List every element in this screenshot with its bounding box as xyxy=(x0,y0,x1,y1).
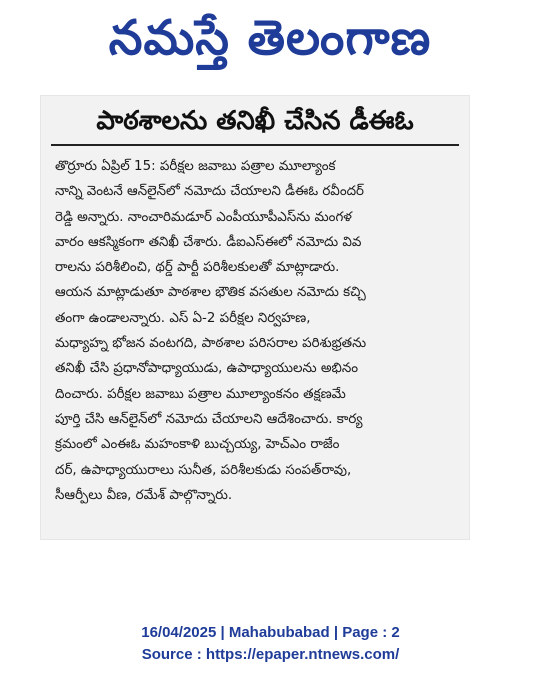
article-clipping xyxy=(40,95,470,540)
article-line: తంగా ఉండాలన్నారు. ఎస్ ఏ-2 పరీక్షల నిర్వహణ, xyxy=(55,310,311,326)
article-line: సీఆర్పీలు వీణ, రమేశ్ పాల్గొన్నారు. xyxy=(55,487,233,503)
article-line: క్రమంలో ఎంఈఓ మహంకాళి బుచ్చయ్య, హెచ్ఎం రాజేం xyxy=(55,437,340,453)
article-line: తనిఖీ చేసి ప్రధానోపాధ్యాయుడు, ఉపాధ్యాయులను అభినం xyxy=(55,361,359,377)
article-headline: పాఠశాలను తనిఖీ చేసిన డీఈఓ xyxy=(96,106,414,136)
article-body xyxy=(55,154,457,508)
article-line: రెడ్డి అన్నారు. నాంచారిమడూర్ ఎంపీయూపీఎస్‌ను మంగళ xyxy=(55,209,352,225)
article-line: మధ్యాహ్న భోజన వంటగది, పాఠశాల పరిసరాల పరిశుభ్రతను xyxy=(55,336,367,352)
article-line: వారం ఆకస్మికంగా తనిఖీ చేశారు. డీఐఎస్‌ఈలో నమోదు వివ xyxy=(55,234,362,250)
article-line: దర్, ఉపాధ్యాయురాలు సునీత, పరిశీలకుడు సంపత్‌రావు, xyxy=(55,462,352,478)
article-line: తొర్రూరు ఏప్రిల్ 15: పరీక్షల జవాబు పత్రాల మూల్యాంక xyxy=(55,159,336,174)
article-line: పూర్తి చేసి ఆన్‌లైన్‌లో నమోదు చేయాలని ఆదేశించారు. కార్య xyxy=(55,411,363,427)
source-link[interactable]: Source : https://epaper.ntnews.com/ xyxy=(141,646,400,663)
publication-info: 16/04/2025 | Mahabubabad | Page : 2 xyxy=(141,624,400,641)
newspaper-masthead: నమస్తే తెలంగాణ xyxy=(108,10,432,66)
article-line: నాన్ని వెంటనే ఆన్‌లైన్‌లో నమోదు చేయాలని డీఈఓ రవీందర్ xyxy=(55,184,365,200)
article-line: దించారు. పరీక్షల జవాబు పత్రాల మూల్యాంకనం తక్షణమే xyxy=(55,386,346,402)
headline-divider xyxy=(51,144,459,146)
article-line: రాలను పరిశీలించి, థర్డ్ పార్టీ పరిశీలకులతో మాట్లాడారు. xyxy=(55,260,340,276)
article-line: ఆయన మాట్లాడుతూ పాఠశాల భౌతిక వసతుల నమోదు కచ్చి xyxy=(55,285,366,301)
